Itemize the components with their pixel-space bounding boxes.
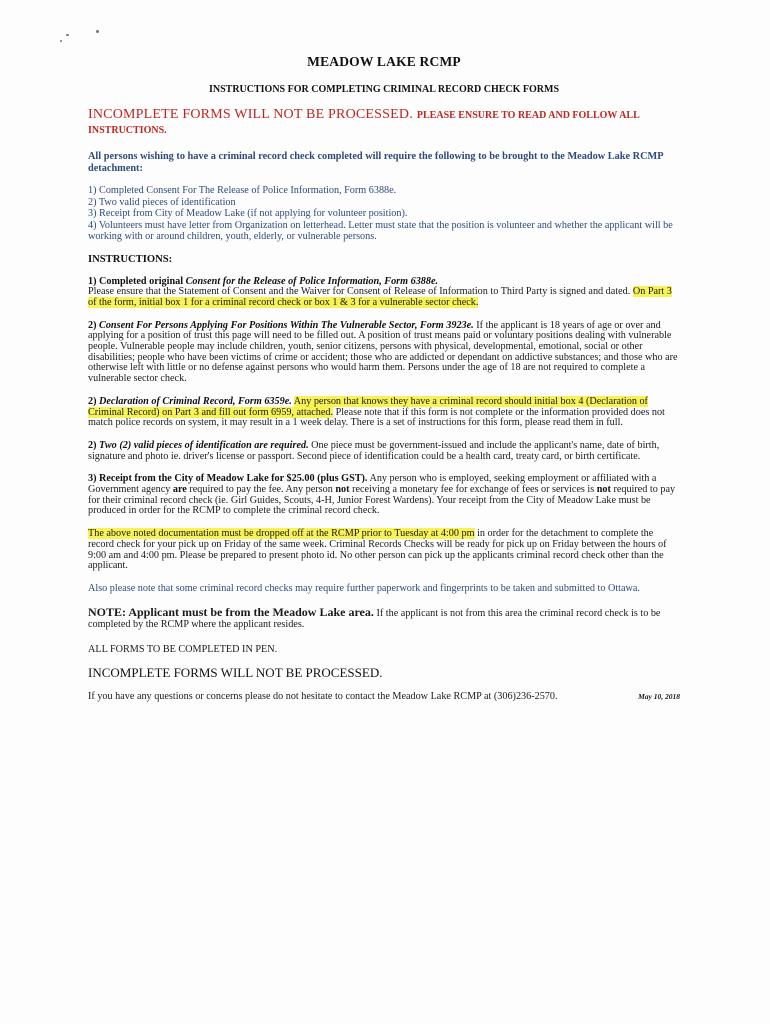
item-text: in order for the detachment to complete the record check for your pick up on Friday of the same week. Criminal Records Checks will be ready for pick up on Friday between the hours of 9:00 am and 4:00 pm. Please be prepared to present photo id. No other person can pick up the applicants criminal record check other than the applicant. (88, 528, 667, 572)
item-label: 2) (88, 319, 100, 331)
item-text: One piece must be government-issued and include the applicant's name, date of birth, signature and photo ie. driver's license or passport. Second piece of identification could be a health card, treaty card, or birth certificate. (88, 439, 660, 462)
instruction-receipt (88, 474, 680, 517)
instructions-heading: INSTRUCTIONS: (88, 253, 173, 265)
item-text: Please note that if this form is not complete or the information provided does not match police records on system, it may result in a 1 week delay. There is a set of instructions for this form, please read them in full. (88, 406, 665, 429)
document-body (88, 54, 680, 702)
instruction-vulnerable-sector (88, 321, 680, 385)
form-name: Consent for the Release of Police Information, Form 6388e. (185, 275, 439, 287)
item-label: 2) (88, 439, 100, 451)
instruction-identification (88, 441, 680, 462)
requirement-list (88, 185, 680, 243)
item-text: Any person who is employed, seeking employment or affiliated with a Government agency (88, 473, 657, 496)
list-item: 4) Volunteers must have letter from Organization on letterhead. Letter must state that the position is volunteer and whether the applicant will be working with or around children, youth, elderly, or vulnerable persons. (88, 219, 673, 242)
form-name: Consent For Persons Applying For Positions Within The Vulnerable Sector, Form 3923e. (99, 319, 474, 331)
warning-sub: PLEASE ENSURE TO READ AND FOLLOW ALL INSTRUCTIONS. (88, 110, 640, 136)
item-text: required to pay for their criminal record check (ie. Girl Guides, Scouts, 4-H, Junior Forest Wardens). Your receipt from the City of Meadow Lake must be produced in order for the RCMP to complete the criminal record check. (88, 484, 676, 517)
form-name: Declaration of Criminal Record, Form 6359e. (99, 395, 292, 407)
document-title: MEADOW LAKE RCMP (307, 54, 461, 69)
dropoff-notice (88, 529, 680, 572)
scan-speck (66, 34, 69, 36)
instruction-consent-form (88, 277, 680, 309)
highlighted-text: On Part 3 of the form, initial box 1 for a criminal record check or box 1 & 3 for a vulnerable sector check. (88, 286, 672, 308)
list-item: 3) Receipt from City of Meadow Lake (if not applying for volunteer position). (88, 208, 408, 219)
pen-requirement: ALL FORMS TO BE COMPLETED IN PEN. (88, 643, 278, 655)
fingerprints-note: Also please note that some criminal record checks may require further paperwork and fingerprints to be taken and submitted to Ottawa. (88, 582, 640, 594)
warning-main: INCOMPLETE FORMS WILL NOT BE PROCESSED. (88, 107, 413, 122)
document-subtitle: INSTRUCTIONS FOR COMPLETING CRIMINAL RECORD CHECK FORMS (208, 84, 560, 95)
area-note (88, 604, 680, 630)
note-text: If the applicant is not from this area the criminal record check is to be completed by the RCMP where the applicant resides. (88, 607, 661, 630)
contact-info (88, 691, 680, 703)
item-label: 1) Completed original (88, 275, 186, 287)
incomplete-repeat: INCOMPLETE FORMS WILL NOT BE PROCESSED. (88, 664, 383, 680)
emphasis: are (172, 484, 187, 496)
item-text: If the applicant is 18 years of age or over and applying for a position of trust this page will need to be filled out. A position of trust means paid or voluntary positions dealing with vulnerable people. Vulnerable people may include children, youth, senior citizens, persons with physical, developmental, emotional, social or other disabilities; people who have been victims of crime or accident; those who are addicted or dependant on addictive substances; and those who are otherwise left with little or no defense against persons who would harm them. Persons under the age of 18 are not required to complete a vulnerable sector check. (88, 319, 678, 385)
emphasis: not (335, 484, 350, 496)
scan-speck (96, 30, 99, 33)
contact-text: If you have any questions or concerns please do not hesitate to contact the Meadow Lake RCMP at (306)236-2570. (88, 690, 558, 702)
highlighted-text: The above noted documentation must be dropped off at the RCMP prior to Tuesday at 4:00 pm (88, 528, 475, 540)
instruction-declaration (88, 397, 680, 429)
emphasis: not (596, 484, 611, 496)
highlighted-text: Any person that knows they have a criminal record should initial box 4 (Declaration of Criminal Record) on Part 3 and fill out form 6959, attached. (88, 395, 648, 418)
item-text: Please ensure that the Statement of Consent and the Waiver for Consent of Release of Information to Third Party is signed and dated. (88, 286, 633, 298)
requirement-intro: All persons wishing to have a criminal record check completed will require the following to be brought to the Meadow Lake RCMP detachment: (88, 151, 663, 174)
item-label: 3) Receipt from the City of Meadow Lake for $25.00 (plus GST). (88, 473, 368, 485)
scan-speck (60, 40, 62, 42)
item-title: Two (2) valid pieces of identification are required. (99, 439, 309, 451)
document-date: May 10, 2018 (638, 691, 680, 701)
item-text: required to pay the fee. Any person (186, 484, 336, 496)
item-label: 2) (88, 395, 100, 407)
note-lead: NOTE: Applicant must be from the Meadow Lake area. (88, 604, 374, 619)
list-item: 2) Two valid pieces of identification (88, 196, 236, 208)
incomplete-warning (88, 107, 680, 137)
item-text: receiving a monetary fee for exchange of fees or services is (349, 484, 597, 496)
list-item: 1) Completed Consent For The Release of Police Information, Form 6388e. (88, 185, 397, 196)
